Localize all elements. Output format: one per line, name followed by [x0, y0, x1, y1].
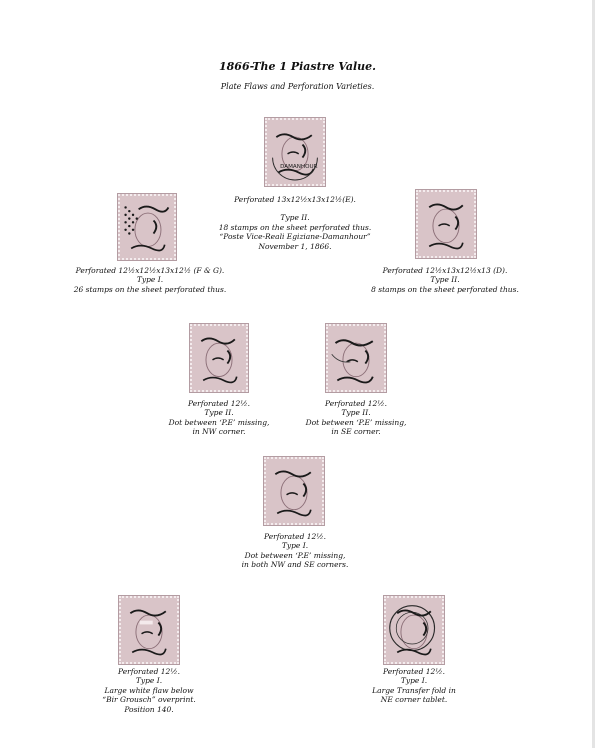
caption-line: Perforated 13x12½x13x12½(E). — [234, 195, 356, 204]
caption-stamp-7 — [74, 667, 224, 714]
caption-line: Perforated 12½. — [325, 399, 387, 408]
caption-line: Perforated 12½x12½x13x12½ (F & G). — [75, 266, 225, 275]
stamp-image-4 — [190, 324, 248, 392]
caption-line: Type I. — [281, 541, 309, 551]
stamp-design — [121, 598, 177, 662]
caption-stamp-4 — [144, 399, 294, 437]
stamp-image-2 — [118, 194, 176, 260]
caption-line: 18 stamps on the sheet perforated thus. — [218, 222, 372, 232]
caption-line: Dot between ‘P.E’ missing, — [305, 417, 407, 427]
stamp-image-7 — [119, 596, 179, 664]
stamp-image-1 — [265, 118, 325, 186]
caption-line: Perforated 12½. — [188, 399, 250, 408]
caption-line: November 1, 1866. — [258, 241, 332, 251]
stamp-image-8 — [384, 596, 444, 664]
caption-stamp-1 — [150, 195, 440, 251]
caption-stamp-6 — [210, 532, 380, 570]
caption-line: NE corner tablet. — [380, 695, 448, 705]
page-subtitle: Plate Flaws and Perforation Varieties. — [220, 82, 375, 91]
stamp-design — [267, 120, 323, 184]
caption-line: in NW corner. — [192, 427, 246, 437]
caption-line: Perforated 12½. — [383, 667, 445, 676]
caption-stamp-8 — [339, 667, 489, 705]
caption-line: Perforated 12½. — [118, 667, 180, 676]
postmark-text: DAMANHOUR — [280, 163, 318, 170]
stamp-design — [192, 326, 246, 390]
stamp-image-6 — [264, 457, 324, 525]
stamp-design — [266, 459, 322, 523]
stamp-design — [328, 326, 384, 390]
caption-line: Dot between ‘P.E’ missing, — [244, 550, 346, 560]
stamp-design — [386, 598, 442, 662]
caption-stamp-2 — [50, 266, 250, 294]
caption-line: Large Transfer fold in — [372, 685, 456, 695]
caption-line: Type II. — [204, 408, 234, 418]
caption-line: Type I. — [135, 676, 163, 686]
caption-line: 26 stamps on the sheet perforated thus. — [73, 284, 227, 294]
caption-line: Perforated 12½. — [264, 532, 326, 541]
page-title: 1866-The 1 Piastre Value. — [219, 60, 376, 73]
caption-line: Type II. — [430, 275, 460, 285]
caption-line: Type I. — [400, 676, 428, 686]
caption-line: “Bir Grousch” overprint. — [102, 695, 196, 705]
caption-line: Dot between ‘P.E’ missing, — [168, 417, 270, 427]
caption-stamp-3 — [345, 266, 545, 294]
caption-line: “Poste Vice-Reali Egiziane-Damanhour” — [219, 232, 371, 242]
stamp-design — [120, 196, 174, 258]
caption-stamp-5 — [281, 399, 431, 437]
caption-line: Large white flaw below — [104, 685, 194, 695]
caption-line: Type I. — [136, 275, 164, 285]
stamp-image-3 — [416, 190, 476, 258]
caption-line: Type II. — [341, 408, 371, 418]
stamp-image-5 — [326, 324, 386, 392]
caption-line: in both NW and SE corners. — [241, 560, 349, 570]
caption-line: Perforated 12½x13x12½x13 (D). — [382, 266, 508, 275]
stamp-design — [418, 192, 474, 256]
caption-line: Type II. — [280, 213, 310, 223]
caption-line: in SE corner. — [331, 427, 381, 437]
caption-line — [150, 204, 440, 213]
caption-line: Position 140. — [124, 704, 174, 714]
caption-line: 8 stamps on the sheet perforated thus. — [371, 284, 519, 294]
